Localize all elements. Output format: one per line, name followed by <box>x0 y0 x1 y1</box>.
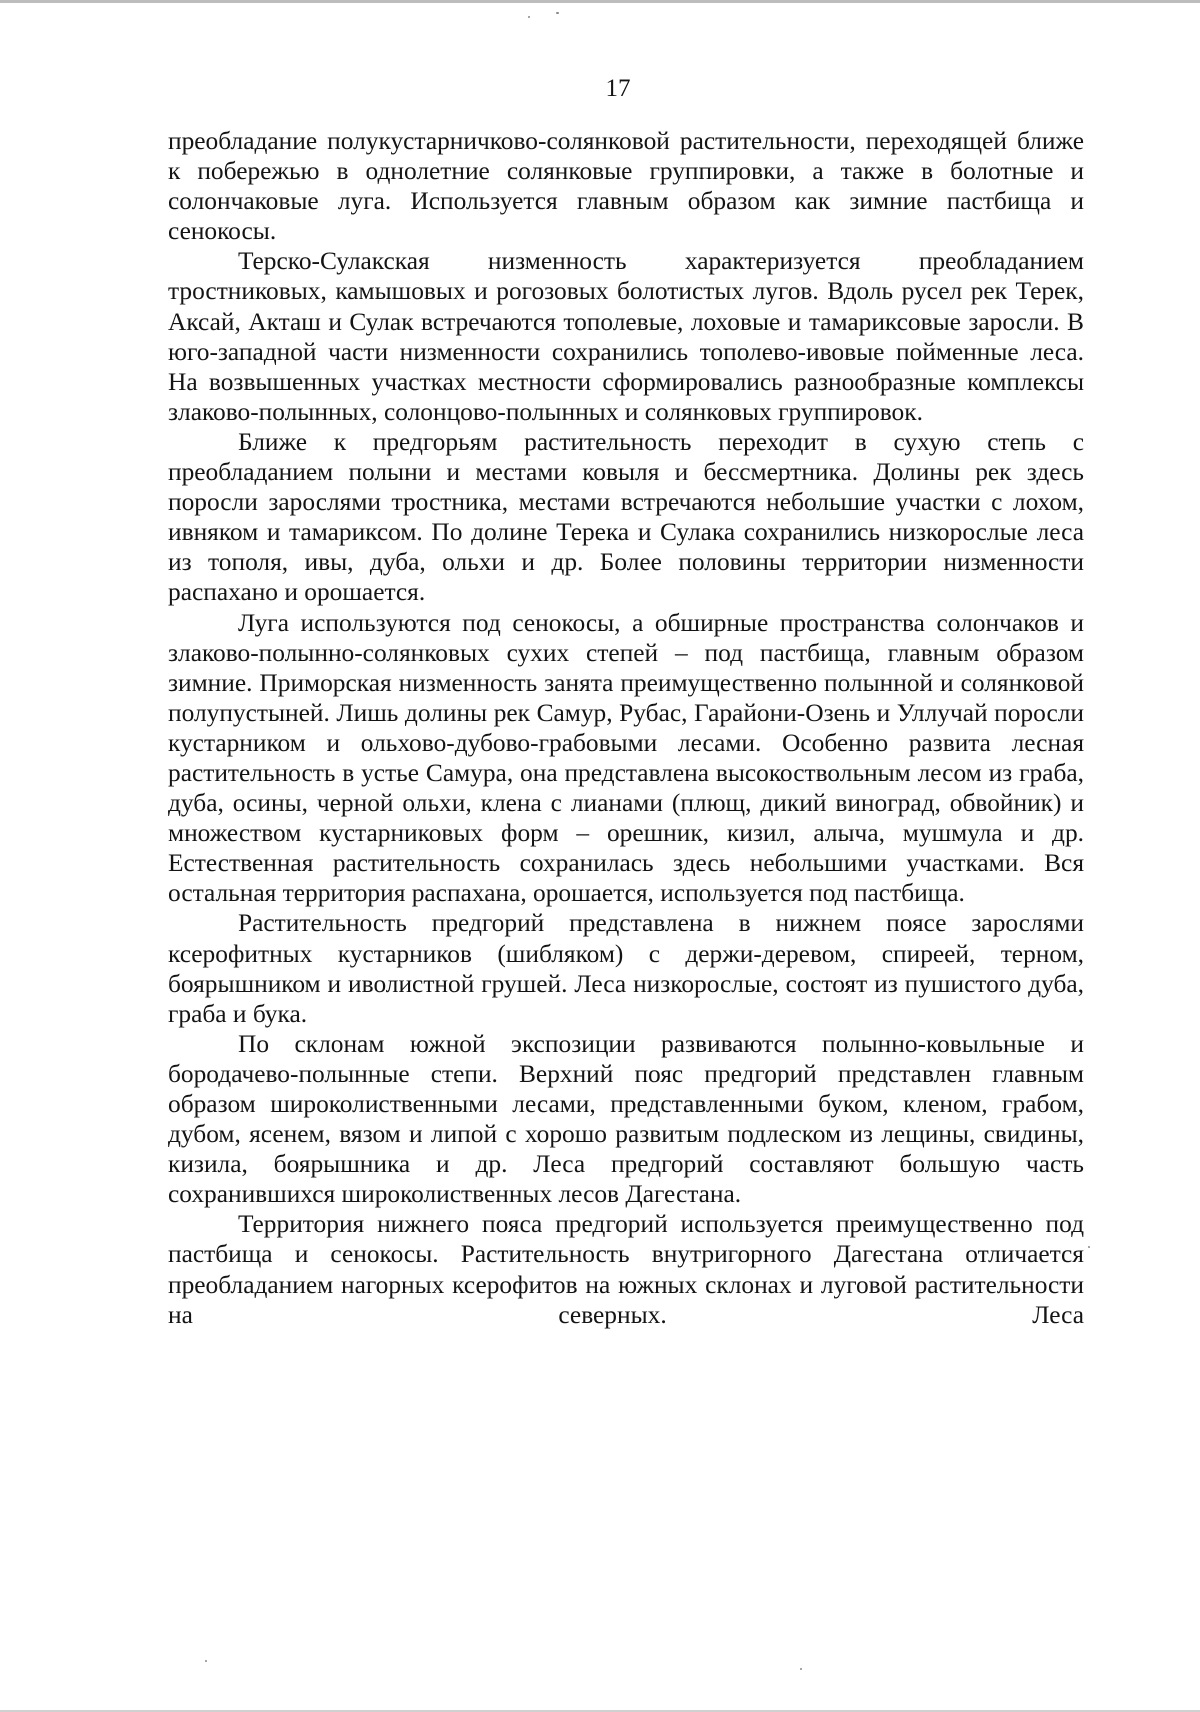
scan-speck <box>528 16 530 18</box>
scan-speck <box>205 1660 207 1662</box>
page-number: 17 <box>605 75 631 102</box>
paragraph: Луга используются под сенокосы, а обширные пространства солончаков и злаково-полынно-солянковых сухих степей – под пастбища, главным образом зимние. Приморская низменность занята преимущественно полынной и солянковой полупустыней. Лишь долины рек Самур, Рубас, Гарайони-Озень и Уллучай поросли кустарником и ольхово-дубово-грабовыми лесами. Особенно развита лесная растительность в устье Самура, она представлена высокоствольным лесом из граба, дуба, осины, черной ольхи, клена с лианами (плющ, дикий виноград, обвойник) и множеством кустарниковых форм – орешник, кизил, алыча, мушмула и др. Естественная растительность сохранилась здесь небольшими участками. Вся остальная территория распахана, орошается, используется под пастбища. <box>168 608 1084 908</box>
scan-speck <box>556 12 559 14</box>
paragraph: Территория нижнего пояса предгорий используется преимущественно под пастбища и сенокосы. Растительность внутригорного Дагестана отличается преобладанием нагорных ксерофитов на южных склонах и луговой растительности на северных. Леса <box>168 1210 1084 1329</box>
scan-speck <box>1088 1246 1090 1248</box>
scan-speck <box>800 1668 802 1670</box>
paragraph: преобладание полукустарничково-солянковой растительности, переходящей ближе к побережью в однолетние солянковые группировки, а также в болотные и солончаковые луга. Используется главным образом как зимние пастбища и сенокосы. <box>168 127 1084 246</box>
paragraph: Растительность предгорий представлена в нижнем поясе зарослями ксерофитных кустарников (шибляком) с держи-деревом, спиреей, терном, боярышником и иволистной грушей. Леса низкорослые, состоят из пушистого дуба, граба и бука. <box>168 909 1084 1028</box>
paragraph: Терско-Сулакская низменность характеризуется преобладанием тростниковых, камышовых и рогозовых болотистых лугов. Вдоль русел рек Терек, Аксай, Акташ и Сулак встречаются тополевые, лоховые и тамариксовые заросли. В юго-западной части низменности сохранились тополево-ивовые пойменные леса. На возвышенных участках местности сформировались разнообразные комплексы злаково-полынных, солонцово-полынных и солянковых группировок. <box>168 247 1084 426</box>
paragraph: По склонам южной экспозиции развиваются полынно-ковыльные и бородачево-полынные степи. Верхний пояс предгорий представлен главным образом широколиственными лесами, представленными буком, кленом, грабом, дубом, ясенем, вязом и липой с хорошо развитым подлеском из лещины, свидины, кизила, боярышника и др. Леса предгорий составляют большую часть сохранившихся широколиственных лесов Дагестана. <box>168 1029 1084 1209</box>
scan-top-edge <box>0 0 1200 3</box>
paragraph: Ближе к предгорьям растительность переходит в сухую степь с преобладанием полыни и местами ковыля и бессмертника. Долины рек здесь поросли зарослями тростника, местами встречаются небольшие участки с лохом, ивняком и тамариксом. По долине Терека и Сулака сохранились низкорослые леса из тополя, ивы, дуба, ольхи и др. Более половины территории низменности распахано и орошается. <box>168 427 1084 607</box>
document-body <box>168 126 1084 1330</box>
